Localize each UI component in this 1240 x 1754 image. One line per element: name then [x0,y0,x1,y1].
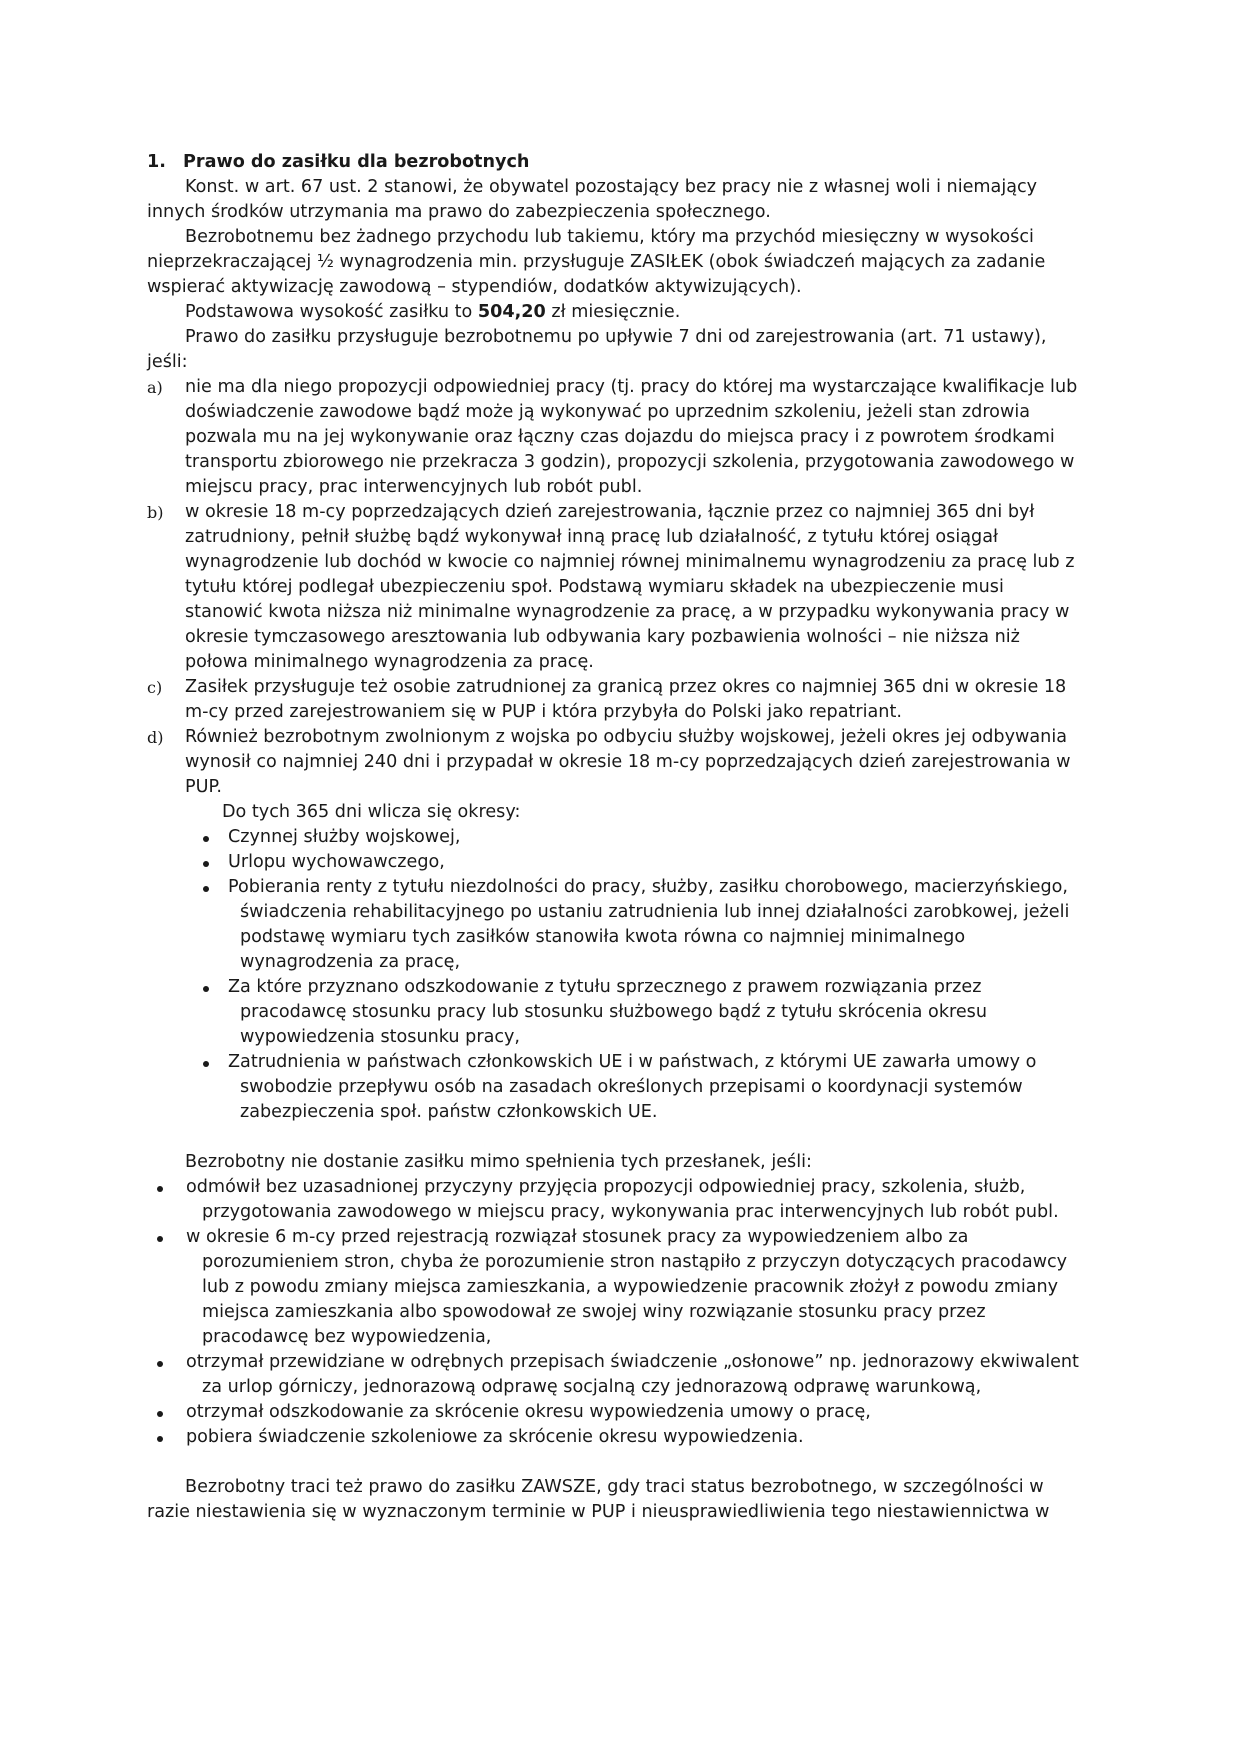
exclusion-text: pobiera świadczenie szkoleniowe za skrócenie okresu wypowiedzenia. [186,1427,804,1447]
period-text: Zatrudnienia w państwach członkowskich UE i w państwach, z którymi UE zawarła umowy o swobodzie przepływu osób na zasadach określonych przepisami o koordynacji systemów zabezpieczenia społ. państw członkowskich UE. [228,1052,1037,1122]
bullet-icon [157,1186,163,1192]
spacer [147,1450,1082,1475]
condition-text: Zasiłek przysługuje też osobie zatrudnionej za granicą przez okres co najmniej 365 dni w okresie 18 m-cy przed zarejestrowaniem się w PUP i która przybyła do Polski jako repatriant. [185,677,1067,722]
paragraph-entitlement: Prawo do zasiłku przysługuje bezrobotnemu po upływie 7 dni od zarejestrowania (art. 71 ustawy), jeśli: [147,327,1047,372]
condition-marker: c) [147,678,163,697]
list-item [147,875,1082,975]
list-item [147,1175,1082,1225]
paragraph-base-amount [147,300,1082,325]
bullet-icon [157,1236,163,1242]
paragraph-status-loss: Bezrobotny traci też prawo do zasiłku ZAWSZE, gdy traci status bezrobotnego, w szczególności w razie niestawienia się w wyznaczonym terminie w PUP i nieusprawiedliwienia tego niestawiennictwa w [147,1477,1050,1522]
list-item [147,1050,1082,1125]
list-item [147,1225,1082,1350]
list-item [147,1400,1082,1425]
exclusions-intro: Bezrobotny nie dostanie zasiłku mimo spełnienia tych przesłanek, jeśli: [185,1152,812,1172]
condition-marker: a) [147,378,163,397]
paragraph-allowance-eligibility: Bezrobotnemu bez żadnego przychodu lub takiemu, który ma przychód miesięczny w wysokości nieprzekraczającej ½ wynagrodzenia min. przysługuje ZASIŁEK (obok świadczeń mających za zadanie wspierać aktywizację zawodową – stypendiów, dodatków aktywizujących). [147,227,1046,297]
bullet-icon [203,836,209,842]
period-text: Za które przyznano odszkodowanie z tytułu sprzecznego z prawem rozwiązania przez pracodawcę stosunku pracy lub stosunku służbowego bądź z tytułu skrócenia okresu wypowiedzenia stosunku pracy, [228,977,987,1047]
condition-text: w okresie 18 m-cy poprzedzających dzień zarejestrowania, łącznie przez co najmniej 365 dni był zatrudniony, pełnił służbę bądź wykonywał inną pracę lub działalność, z tytułu której osiągał wynagrodzenie lub dochód w kwocie co najmniej równej minimalnemu wynagrodzeniu za pracę lub z tytułu której podlegał ubezpieczeniu społ. Podstawą wymiaru składek na ubezpieczenie musi stanowić kwota niższa niż minimalne wynagrodzenie za pracę, a w przypadku wykonywania pracy w okresie tymczasowego aresztowania lub odbywania kary pozbawienia wolności – nie niższa niż połowa minimalnego wynagrodzenia za pracę. [185,502,1075,672]
bullet-icon [157,1361,163,1367]
exclusion-text: w okresie 6 m-cy przed rejestracją rozwiązał stosunek pracy za wypowiedzeniem albo za porozumieniem stron, chyba że porozumienie stron nastąpiło z przyczyn dotyczących pracodawcy lub z powodu zmiany miejsca zamieszkania, a wypowiedzenie pracownik złożył z powodu zmiany miejsca zamieszkania albo spowodował ze swojej winy rozwiązanie stosunku pracy przez pracodawcę bez wypowiedzenia, [186,1227,1068,1347]
spacer [147,1125,1082,1150]
condition-item [147,725,1082,800]
condition-text: Również bezrobotnym zwolnionym z wojska po odbyciu służby wojskowej, jeżeli okres jej odbywania wynosił co najmniej 240 dni i przypadał w okresie 18 m-cy poprzedzających dzień zarejestrowania w PUP. [185,727,1071,797]
list-item [147,975,1082,1050]
base-amount-tail: zł miesięcznie. [545,302,681,322]
base-amount-value: 504,20 [477,302,546,322]
exclusions-list [147,1175,1082,1450]
list-item [147,825,1082,850]
condition-marker: d) [147,728,164,747]
periods-list [147,825,1082,1125]
bullet-icon [203,986,209,992]
document-page [147,150,1082,1525]
bullet-icon [203,1061,209,1067]
period-text: Pobierania renty z tytułu niezdolności do pracy, służby, zasiłku chorobowego, macierzyńskiego, świadczenia rehabilitacyjnego po ustaniu zatrudnienia lub innej działalności zarobkowej, jeżeli podstawę wymiaru tych zasiłków stanowiła kwota równa co najmniej minimalnego wynagrodzenia za pracę, [228,877,1070,972]
exclusion-text: otrzymał odszkodowanie za skrócenie okresu wypowiedzenia umowy o pracę, [186,1402,871,1422]
section-title: Prawo do zasiłku dla bezrobotnych [183,152,530,172]
base-amount-lead: Podstawowa wysokość zasiłku to [185,302,478,322]
bullet-icon [203,886,209,892]
section-number: 1. [147,152,166,172]
list-item [147,850,1082,875]
bullet-icon [157,1411,163,1417]
bullet-icon [157,1436,163,1442]
periods-intro: Do tych 365 dni wlicza się okresy: [222,802,521,822]
period-text: Czynnej służby wojskowej, [228,827,461,847]
exclusion-text: otrzymał przewidziane w odrębnych przepisach świadczenie „osłonowe” np. jednorazowy ekwiwalent za urlop górniczy, jednorazową odprawę socjalną czy jednorazową odprawę warunkową, [186,1352,1079,1397]
section-heading [147,150,1082,175]
condition-item [147,675,1082,725]
list-item [147,1425,1082,1450]
paragraph-constitution: Konst. w art. 67 ust. 2 stanowi, że obywatel pozostający bez pracy nie z własnej woli i niemający innych środków utrzymania ma prawo do zabezpieczenia społecznego. [147,177,1038,222]
exclusion-text: odmówił bez uzasadnionej przyczyny przyjęcia propozycji odpowiedniej pracy, szkolenia, służb, przygotowania zawodowego w miejscu pracy, wykonywania prac interwencyjnych lub robót publ. [186,1177,1059,1222]
condition-marker: b) [147,503,164,522]
bullet-icon [203,861,209,867]
condition-text: nie ma dla niego propozycji odpowiedniej pracy (tj. pracy do której ma wystarczające kwalifikacje lub doświadczenie zawodowe bądź może ją wykonywać po uprzednim szkoleniu, jeżeli stan zdrowia pozwala mu na jej wykonywanie oraz łączny czas dojazdu do miejsca pracy i z powrotem środkami transportu zbiorowego nie przekracza 3 godzin), propozycji szkolenia, przygotowania zawodowego w miejscu pracy, prac interwencyjnych lub robót publ. [185,377,1078,497]
condition-item [147,500,1082,675]
condition-item [147,375,1082,500]
period-text: Urlopu wychowawczego, [228,852,445,872]
list-item [147,1350,1082,1400]
